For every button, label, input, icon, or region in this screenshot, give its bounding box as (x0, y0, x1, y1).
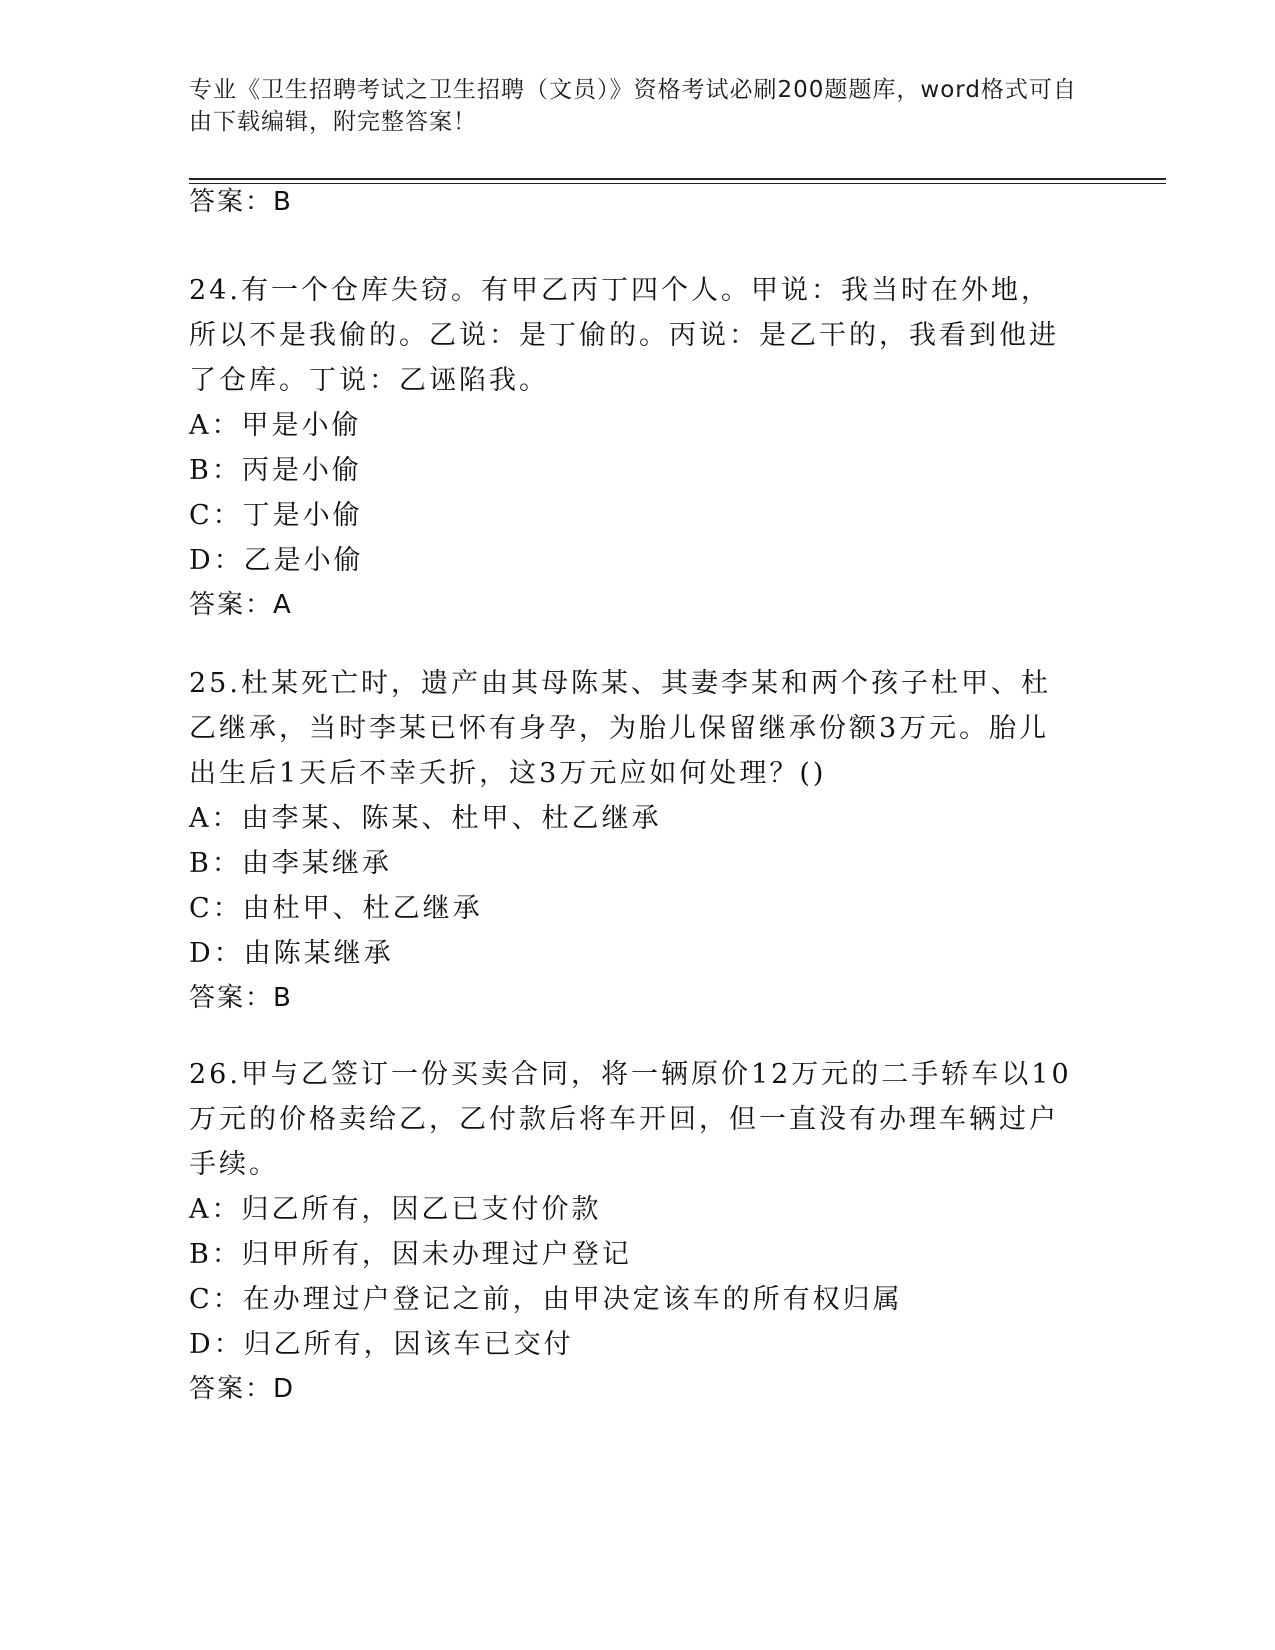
answer-line: 答案：B (189, 187, 293, 217)
question-stem: 26.甲与乙签订一份买卖合同，将一辆原价12万元的二手轿车以10万元的价格卖给乙，乙付款后将车开回，但一直没有办理车辆过户手续。 (189, 1059, 1072, 1180)
option-c: C：由杜甲、杜乙继承 (189, 893, 483, 924)
answer-line: 答案：B (189, 983, 293, 1013)
option-b: B：归甲所有，因未办理过户登记 (189, 1239, 632, 1270)
question-block-26 (189, 1052, 1079, 1412)
option-d: D：归乙所有，因该车已交付 (189, 1329, 574, 1360)
option-d: D：乙是小偷 (189, 545, 364, 576)
option-b: B：由李某继承 (189, 848, 392, 879)
header-rule-thin (189, 183, 1166, 184)
option-a: A：归乙所有，因乙已支付价款 (189, 1194, 602, 1225)
option-b: B：丙是小偷 (189, 455, 362, 486)
option-a: A：由李某、陈某、杜甲、杜乙继承 (189, 803, 662, 834)
answer-line: 答案：D (189, 1374, 296, 1404)
question-block-24 (189, 268, 1079, 628)
answer-line: 答案：A (189, 590, 293, 620)
question-stem: 24.有一个仓库失窃。有甲乙丙丁四个人。甲说：我当时在外地，所以不是我偷的。乙说：是丁偷的。丙说：是乙干的，我看到他进了仓库。丁说：乙诬陷我。 (189, 275, 1059, 396)
page-header: 专业《卫生招聘考试之卫生招聘（文员）》资格考试必刷200题题库，word格式可自由下载编辑，附完整答案！ (189, 77, 1077, 135)
option-c: C：丁是小偷 (189, 500, 363, 531)
header-rule-thick (189, 178, 1166, 180)
option-d: D：由陈某继承 (189, 938, 394, 969)
option-a: A：甲是小偷 (189, 410, 362, 441)
option-c: C：在办理过户登记之前，由甲决定该车的所有权归属 (189, 1284, 903, 1315)
question-stem: 25.杜某死亡时，遗产由其母陈某、其妻李某和两个孩子杜甲、杜乙继承，当时李某已怀有身孕，为胎儿保留继承份额3万元。胎儿出生后1天后不幸夭折，这3万元应如何处理？() (189, 668, 1051, 789)
question-block-25 (189, 661, 1079, 1021)
